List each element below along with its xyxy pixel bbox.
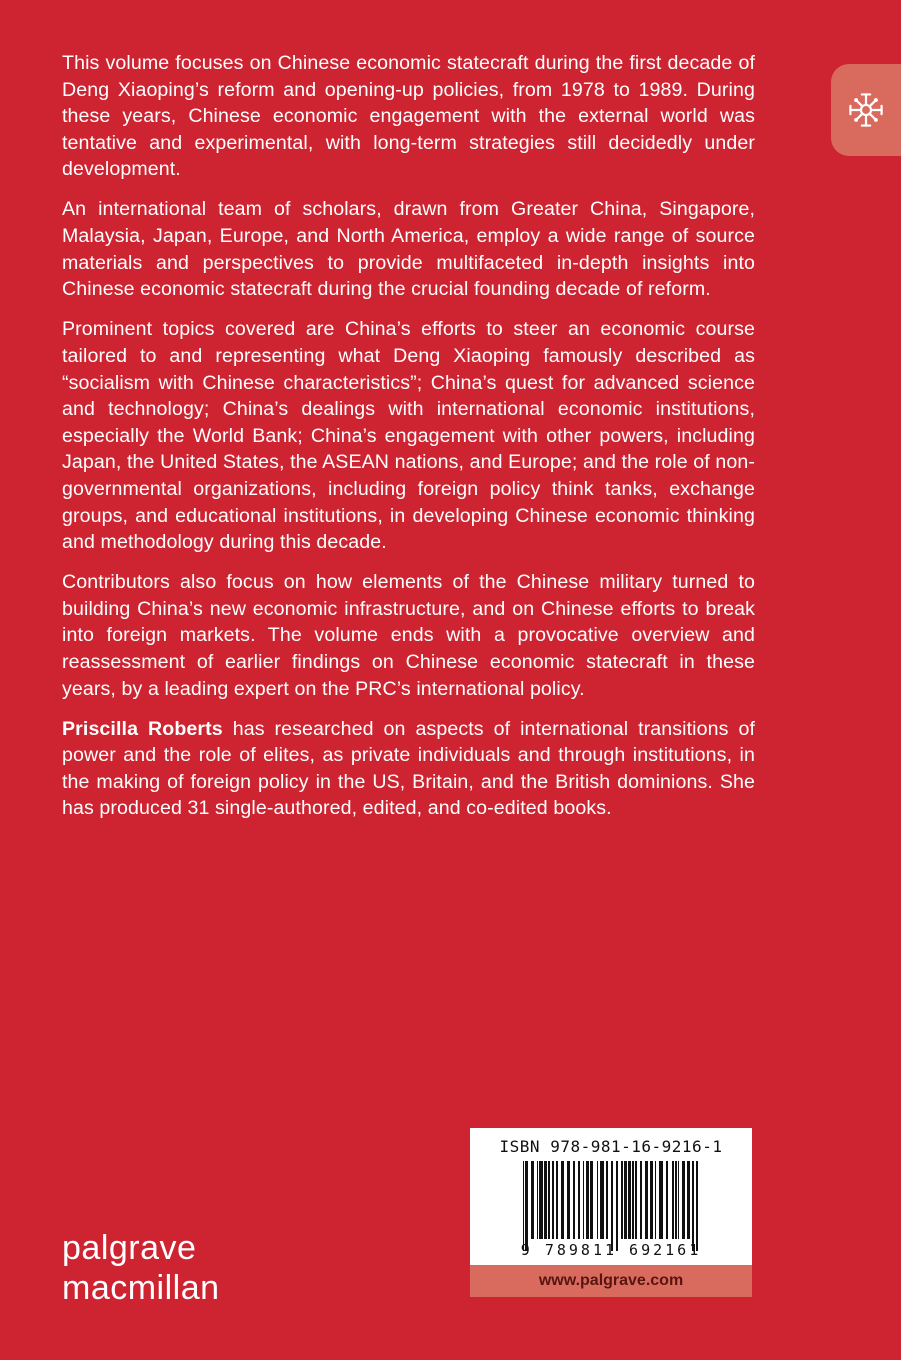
paragraph-synopsis-2: An international team of scholars, drawn from Greater China, Singapore, Malaysia, Japan, Europe, and North America, employ a wide range of source materials and perspectives to provide multifaceted in-depth insights into Chinese economic statecraft during the crucial founding decade of reform. <box>62 198 755 301</box>
author-name: Priscilla Roberts <box>62 717 223 740</box>
palgrave-brand-tab <box>831 64 901 156</box>
barcode <box>480 1161 742 1253</box>
website-strip <box>470 1265 752 1297</box>
website-url: www.palgrave.com <box>538 1272 684 1289</box>
palgrave-flower-icon <box>844 88 888 132</box>
paragraph-synopsis-3: Prominent topics covered are China’s efforts to steer an economic course tailored to and representing what Deng Xiaoping famously described as “socialism with Chinese characteristics”; China’s quest for advanced science and technology; China’s dealings with international economic institutions, especially the World Bank; China’s engagement with other powers, including Japan, the United States, the ASEAN nations, and Europe; and the role of non-governmental organizations, including foreign policy think tanks, exchange groups, and educational institutions, in developing Chinese economic thinking and methodology during this decade. <box>62 318 755 554</box>
paragraph-synopsis-1: This volume focuses on Chinese economic statecraft during the first decade of Deng Xiaoping’s reform and opening-up policies, from 1978 to 1989. During these years, Chinese economic engagement with the external world was tentative and experimental, with long-term strategies still decidedly under development. <box>62 52 755 181</box>
barcode-bars <box>486 1161 736 1253</box>
publisher-logo <box>62 1228 220 1308</box>
author-bio-text: has researched on aspects of international transitions of power and the role of elites, as private individuals and through institutions, in the making of foreign policy in the US, Britain, and the British dominions. She has produced 31 single-authored, edited, and co-edited books. <box>62 717 755 820</box>
paragraph-synopsis-4: Contributors also focus on how elements of the Chinese military turned to building China’s new economic infrastructure, and on Chinese efforts to break into foreign markets. The volume ends with a provocative overview and reassessment of earlier findings on Chinese economic statecraft in these years, by a leading expert on the PRC’s international policy. <box>62 571 755 700</box>
isbn-panel <box>470 1128 752 1265</box>
barcode-digits: 9 789811 692161 <box>520 1241 702 1259</box>
publisher-logo-palgrave: palgrave <box>62 1229 197 1267</box>
isbn-label: ISBN 978-981-16-9216-1 <box>499 1137 723 1156</box>
isbn-block <box>470 1128 752 1297</box>
paragraph-author-bio <box>62 716 755 822</box>
publisher-logo-macmillan: macmillan <box>62 1269 220 1307</box>
